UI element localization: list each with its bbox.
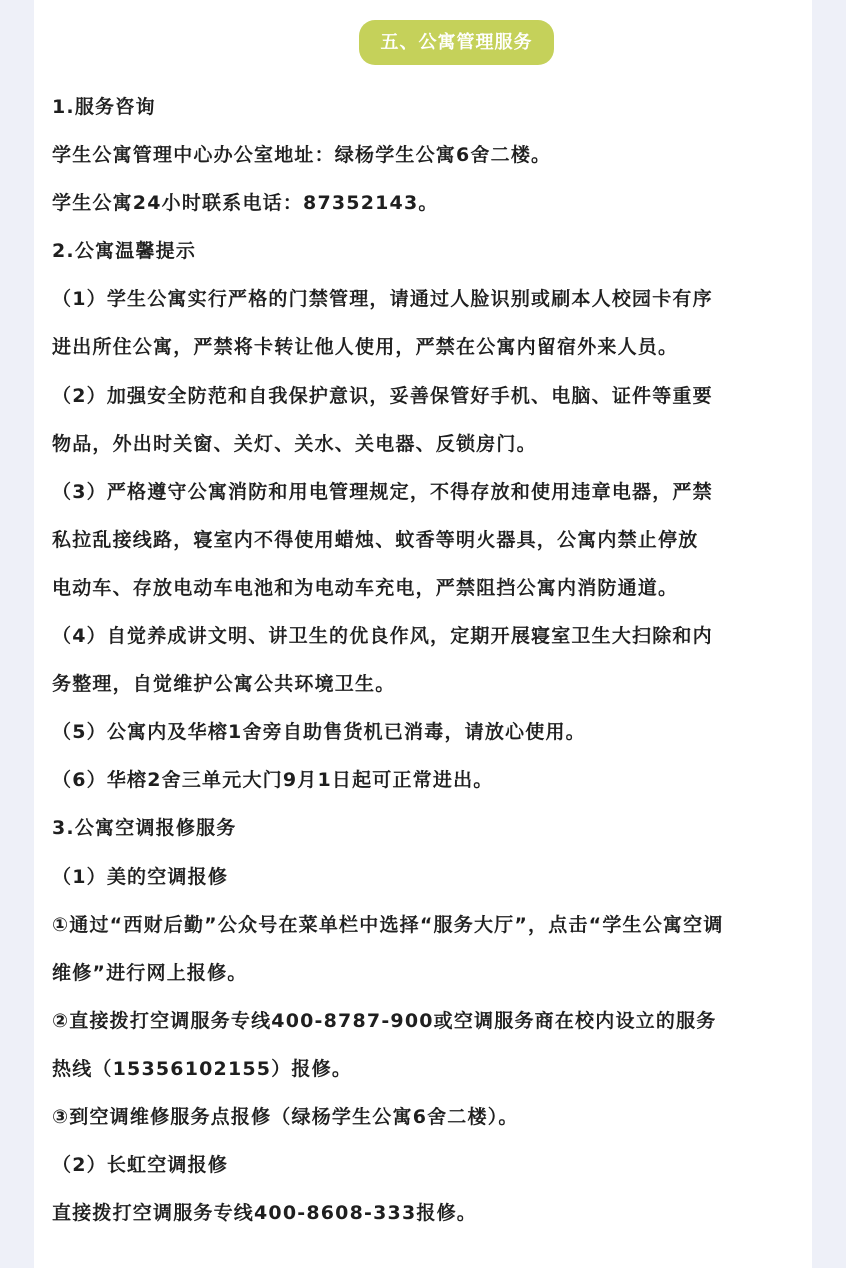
text-midea-1a: ①通过“西财后勤”公众号在菜单栏中选择“服务大厅”，点击“学生公寓空调 (52, 913, 724, 936)
text-tip-2a: （2）加强安全防范和自我保护意识，妥善保管好手机、电脑、证件等重要 (52, 384, 713, 407)
subheading-midea: （1）美的空调报修 (52, 865, 229, 888)
text-tip-4b: 务整理，自觉维护公寓公共环境卫生。 (52, 673, 396, 696)
section-title: 五、公寓管理服务 (359, 20, 554, 65)
heading-service-consult: 1.服务咨询 (52, 96, 156, 118)
text-tip-4a: （4）自觉养成讲文明、讲卫生的优良作风，定期开展寝室卫生大扫除和内 (52, 625, 713, 648)
text-tip-3a: （3）严格遵守公寓消防和用电管理规定，不得存放和使用违章电器，严禁 (52, 480, 713, 503)
text-tip-1b: 进出所住公寓，严禁将卡转让他人使用，严禁在公寓内留宿外来人员。 (52, 336, 679, 359)
article-body (52, 83, 797, 1237)
text-midea-1b: 维修”进行网上报修。 (52, 961, 248, 984)
text-tip-1a: （1）学生公寓实行严格的门禁管理，请通过人脸识别或刷本人校园卡有序 (52, 288, 713, 311)
heading-ac-repair: 3.公寓空调报修服务 (52, 817, 237, 840)
text-office-address: 学生公寓管理中心办公室地址：绿杨学生公寓6舍二楼。 (52, 144, 552, 167)
text-midea-3: ③到空调维修服务点报修（绿杨学生公寓6舍二楼）。 (52, 1105, 519, 1128)
text-midea-2b: 热线（15356102155）报修。 (52, 1057, 353, 1080)
text-hotline: 学生公寓24小时联系电话：87352143。 (52, 192, 439, 215)
text-tip-5: （5）公寓内及华榕1舍旁自助售货机已消毒，请放心使用。 (52, 721, 586, 744)
subheading-changhong: （2）长虹空调报修 (52, 1154, 229, 1177)
text-tip-2b: 物品，外出时关窗、关灯、关水、关电器、反锁房门。 (52, 432, 537, 455)
text-tip-6: （6）华榕2舍三单元大门9月1日起可正常进出。 (52, 769, 494, 792)
text-midea-2a: ②直接拨打空调服务专线400-8787-900或空调服务商在校内设立的服务 (52, 1009, 717, 1032)
text-tip-3b: 私拉乱接线路，寝室内不得使用蜡烛、蚊香等明火器具，公寓内禁止停放 (52, 528, 699, 551)
heading-tips: 2.公寓温馨提示 (52, 240, 197, 263)
text-tip-3c: 电动车、存放电动车电池和为电动车充电，严禁阻挡公寓内消防通道。 (52, 576, 679, 599)
text-changhong: 直接拨打空调服务专线400-8608-333报修。 (52, 1202, 477, 1225)
